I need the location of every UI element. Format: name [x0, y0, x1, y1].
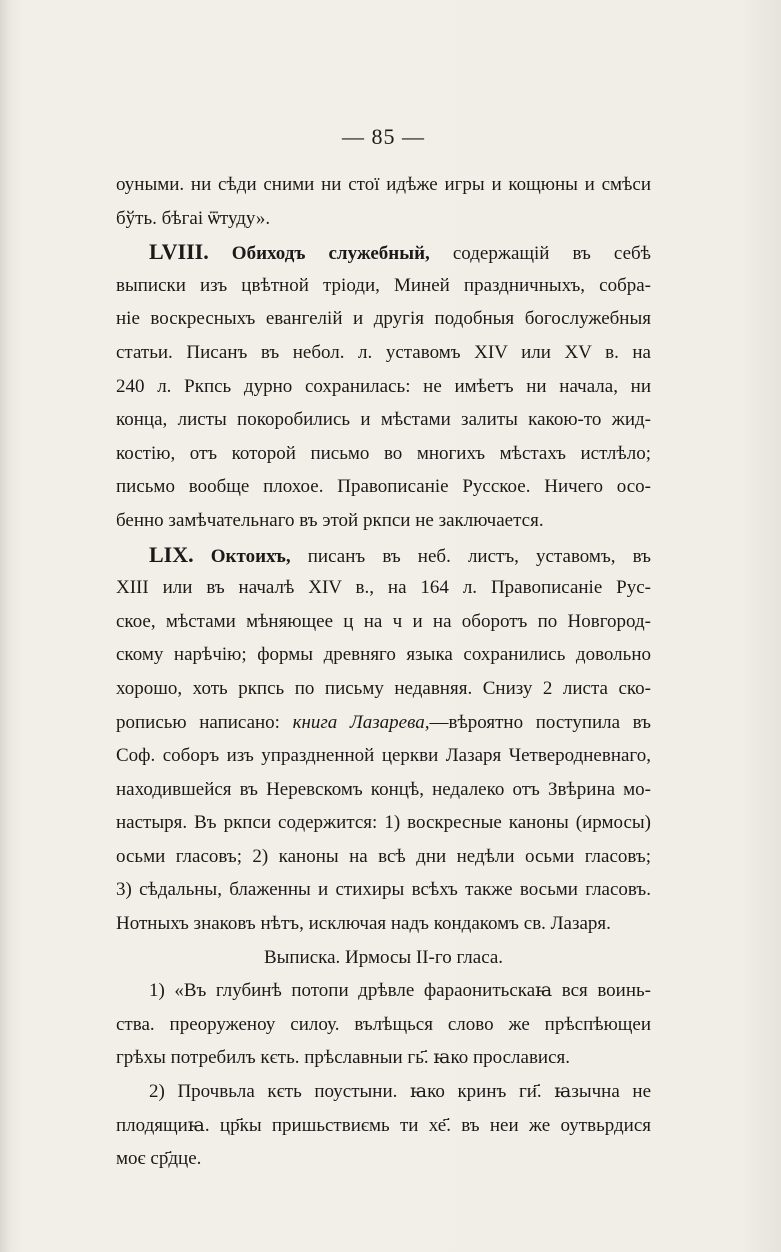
entry-59-line-11: 3) сѣдальны, блаженны и стихиры всѣхъ также восьми гласовъ.: [116, 879, 651, 901]
page-number: — 85 —: [342, 124, 425, 149]
carryover-line-2: бўть. бѣгаі ѿтуду».: [116, 207, 271, 229]
carryover-line-1: оуными. ни сѣди сними ни стої идѣже игры и кощюны и смѣси: [116, 174, 651, 195]
entry-59-line-9: настыря. Въ ркпси содержится: 1) воскресные каноны (ирмосы): [116, 812, 651, 834]
entry-59-line-7: Соф. соборъ изъ упраздненной церкви Лазаря Четверодневнаго,: [116, 745, 651, 767]
entry-59-line-5: хорошо, хоть ркпсь по письму недавняя. Снизу 2 листа ско-: [116, 677, 651, 699]
entry-59-line-12: Нотныхъ знаковъ нѣтъ, исключая надъ кондакомъ св. Лазаря.: [116, 913, 611, 935]
entry-58-line-4: статьи. Писанъ въ небол. л. уставомъ XIV или XV в. на: [116, 341, 651, 363]
entry-59-title: Октоихъ,: [210, 545, 291, 567]
entry-59-line-6-a: рописью написано:: [116, 711, 280, 733]
text-block: [116, 124, 651, 1176]
entry-59-line-4: скому нарѣчію; формы древняго языка сохранились довольно: [116, 644, 651, 666]
entry-58-line-8: письмо вообще плохое. Правописаніе Русское. Ничего осо-: [116, 476, 651, 498]
book-title-italic: книга Лазарева,: [292, 711, 430, 733]
entry-58-number: LVIII.: [149, 239, 209, 265]
entry-59-line-1-rest: писанъ въ неб. листъ, уставомъ, въ: [307, 545, 651, 567]
entry-58-line-5: 240 л. Ркпсь дурно сохранилась: не имѣетъ ни начала, ни: [116, 375, 651, 397]
entry-58-line-7: костію, отъ которой письмо во многихъ мѣстахъ истлѣло;: [116, 442, 651, 464]
entry-58-line-6: конца, листы покоробились и мѣстами залиты какою-то жид-: [116, 409, 651, 431]
extract-p2-line-3: моє ср҃дце.: [116, 1148, 202, 1170]
extract-heading: Выписка. Ирмосы II-го гласа.: [263, 946, 504, 968]
entry-59-line-6-b: —вѣроятно поступила въ: [429, 711, 651, 733]
entry-59-line-6: [116, 706, 651, 740]
entry-59-line-1: [116, 538, 651, 572]
extract-p1-line-1: 1) «Въ глубинѣ потопи дрѣвле фараонитьскаꙗ вся воинь-: [149, 980, 651, 1002]
entry-58-line-9: бенно замѣчательнаго въ этой ркпси не заключается.: [116, 509, 544, 531]
entry-58-line-1: [116, 235, 651, 269]
entry-58-line-2: выписки изъ цвѣтной тріоди, Миней праздничныхъ, собра-: [116, 274, 651, 296]
extract-p2-line-1: 2) Прочвьла кєть поустыни. ꙗко кринъ ги҃. ꙗзычна не: [149, 1081, 651, 1103]
extract-p1-line-2: ства. преоруженоу силоу. вълѣщься слово же прѣспѣющеи: [116, 1013, 651, 1035]
entry-59-line-10: осьми гласовъ; 2) каноны на всѣ дни недѣли осьми гласовъ;: [116, 845, 651, 867]
entry-58-title: Обиходъ служебный,: [231, 243, 430, 265]
extract-p2-line-2: плодящиꙗ. цр҃кы пришьствиємь ти хе҃. въ неи же оутвьрдися: [116, 1114, 651, 1136]
entry-59-line-2: XIII или въ началѣ XIV в., на 164 л. Правописаніе Рус-: [116, 577, 651, 599]
entry-58-line-1-rest: содержащій въ себѣ: [452, 243, 651, 265]
entry-59-line-8: находившейся въ Неревскомъ концѣ, недалеко отъ Звѣрина мо-: [116, 778, 651, 800]
extract-p1-line-3: грѣхы потребилъ кєть. прѣславныи гь҃. ꙗко прославися.: [116, 1047, 571, 1069]
entry-59-number: LIX.: [149, 541, 194, 567]
entry-58-line-3: ніе воскресныхъ евангелій и другія подобныя богослужебныя: [116, 308, 651, 330]
entry-59-line-3: ское, мѣстами мѣняющее ц на ч и на оборотъ по Новгород-: [116, 610, 651, 632]
